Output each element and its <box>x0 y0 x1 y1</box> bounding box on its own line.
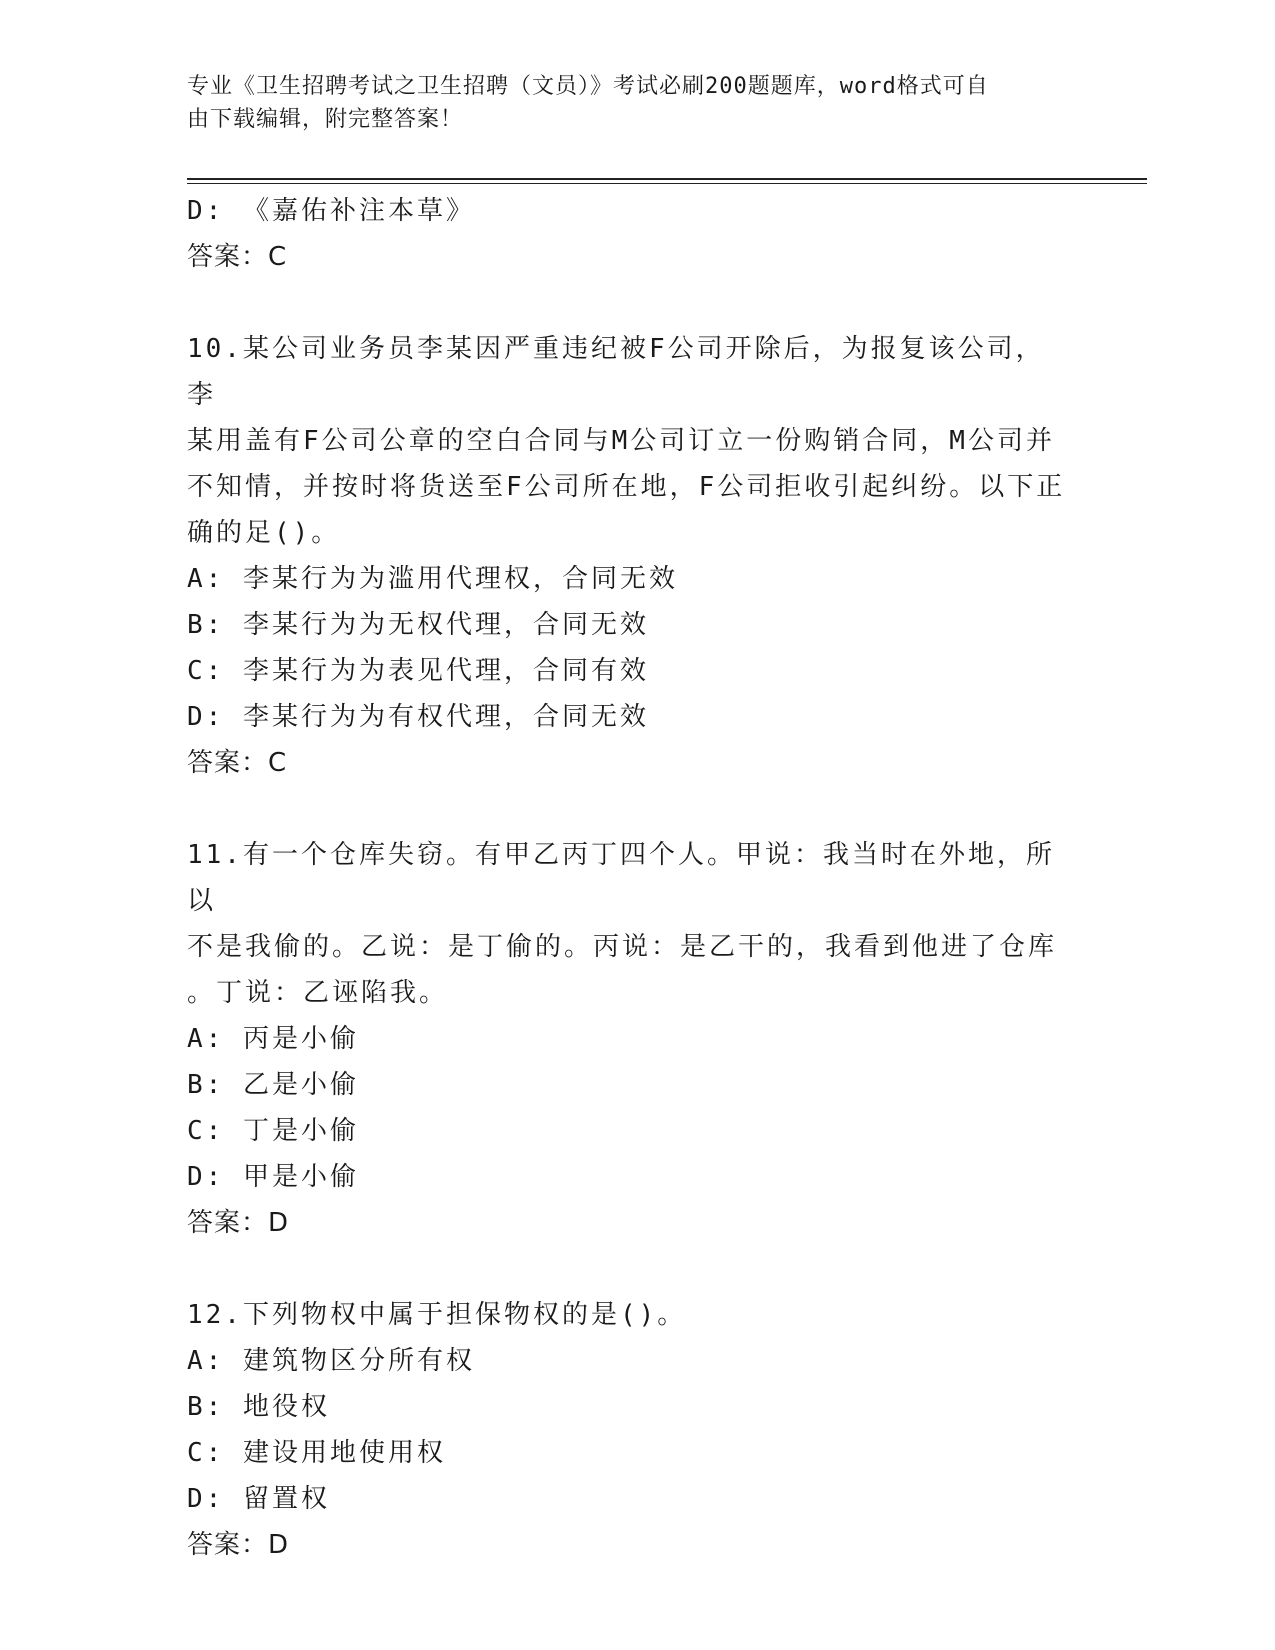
question-10-option-c: C: 李某行为为表见代理，合同有效 <box>187 656 649 686</box>
header-divider-thick <box>187 178 1147 180</box>
question-10-line-4: 确的足()。 <box>187 518 341 548</box>
question-11-line-2: 不是我偷的。乙说：是丁偷的。丙说：是乙干的，我看到他进了仓库 <box>187 932 1058 962</box>
question-block-12 <box>187 1292 1067 1568</box>
question-11-option-c: C: 丁是小偷 <box>187 1116 359 1146</box>
question-11-line-3: 。丁说：乙诬陷我。 <box>187 978 449 1008</box>
previous-answer: 答案：C <box>187 242 288 272</box>
question-10-line-1: 10.某公司业务员李某因严重违纪被F公司开除后，为报复该公司，李 <box>187 334 1045 410</box>
question-10-line-3: 不知情，并按时将货送至F公司所在地，F公司拒收引起纠纷。以下正 <box>187 472 1066 502</box>
question-10-answer: 答案：C <box>187 748 288 778</box>
spacer <box>187 786 1067 832</box>
question-10-option-d: D: 李某行为为有权代理，合同无效 <box>187 702 649 732</box>
spacer <box>187 1246 1067 1292</box>
question-11-option-d: D: 甲是小偷 <box>187 1162 359 1192</box>
question-11-line-1: 11.有一个仓库失窃。有甲乙丙丁四个人。甲说：我当时在外地，所以 <box>187 840 1055 916</box>
previous-option-d: D: 《嘉佑补注本草》 <box>187 196 475 226</box>
document-body <box>187 188 1067 1568</box>
document-header <box>187 70 1067 136</box>
question-10-option-a: A: 李某行为为滥用代理权，合同无效 <box>187 564 678 594</box>
question-11-option-b: B: 乙是小偷 <box>187 1070 359 1100</box>
header-line-2: 由下载编辑，附完整答案！ <box>187 107 464 132</box>
header-line-1: 专业《卫生招聘考试之卫生招聘（文员）》考试必刷200题题库，word格式可自 <box>187 74 989 99</box>
question-block-10 <box>187 326 1067 786</box>
question-12-line-1: 12.下列物权中属于担保物权的是()。 <box>187 1300 687 1330</box>
question-12-option-c: C: 建设用地使用权 <box>187 1438 446 1468</box>
question-11-option-a: A: 丙是小偷 <box>187 1024 359 1054</box>
question-11-answer: 答案：D <box>187 1208 290 1238</box>
spacer <box>187 280 1067 326</box>
header-divider-thin <box>187 183 1147 184</box>
question-10-option-b: B: 李某行为为无权代理，合同无效 <box>187 610 649 640</box>
question-12-option-d: D: 留置权 <box>187 1484 330 1514</box>
question-12-option-a: A: 建筑物区分所有权 <box>187 1346 475 1376</box>
question-block-11 <box>187 832 1067 1246</box>
question-12-option-b: B: 地役权 <box>187 1392 330 1422</box>
question-10-line-2: 某用盖有F公司公章的空白合同与M公司订立一份购销合同，M公司并 <box>187 426 1055 456</box>
question-12-answer: 答案：D <box>187 1530 290 1560</box>
